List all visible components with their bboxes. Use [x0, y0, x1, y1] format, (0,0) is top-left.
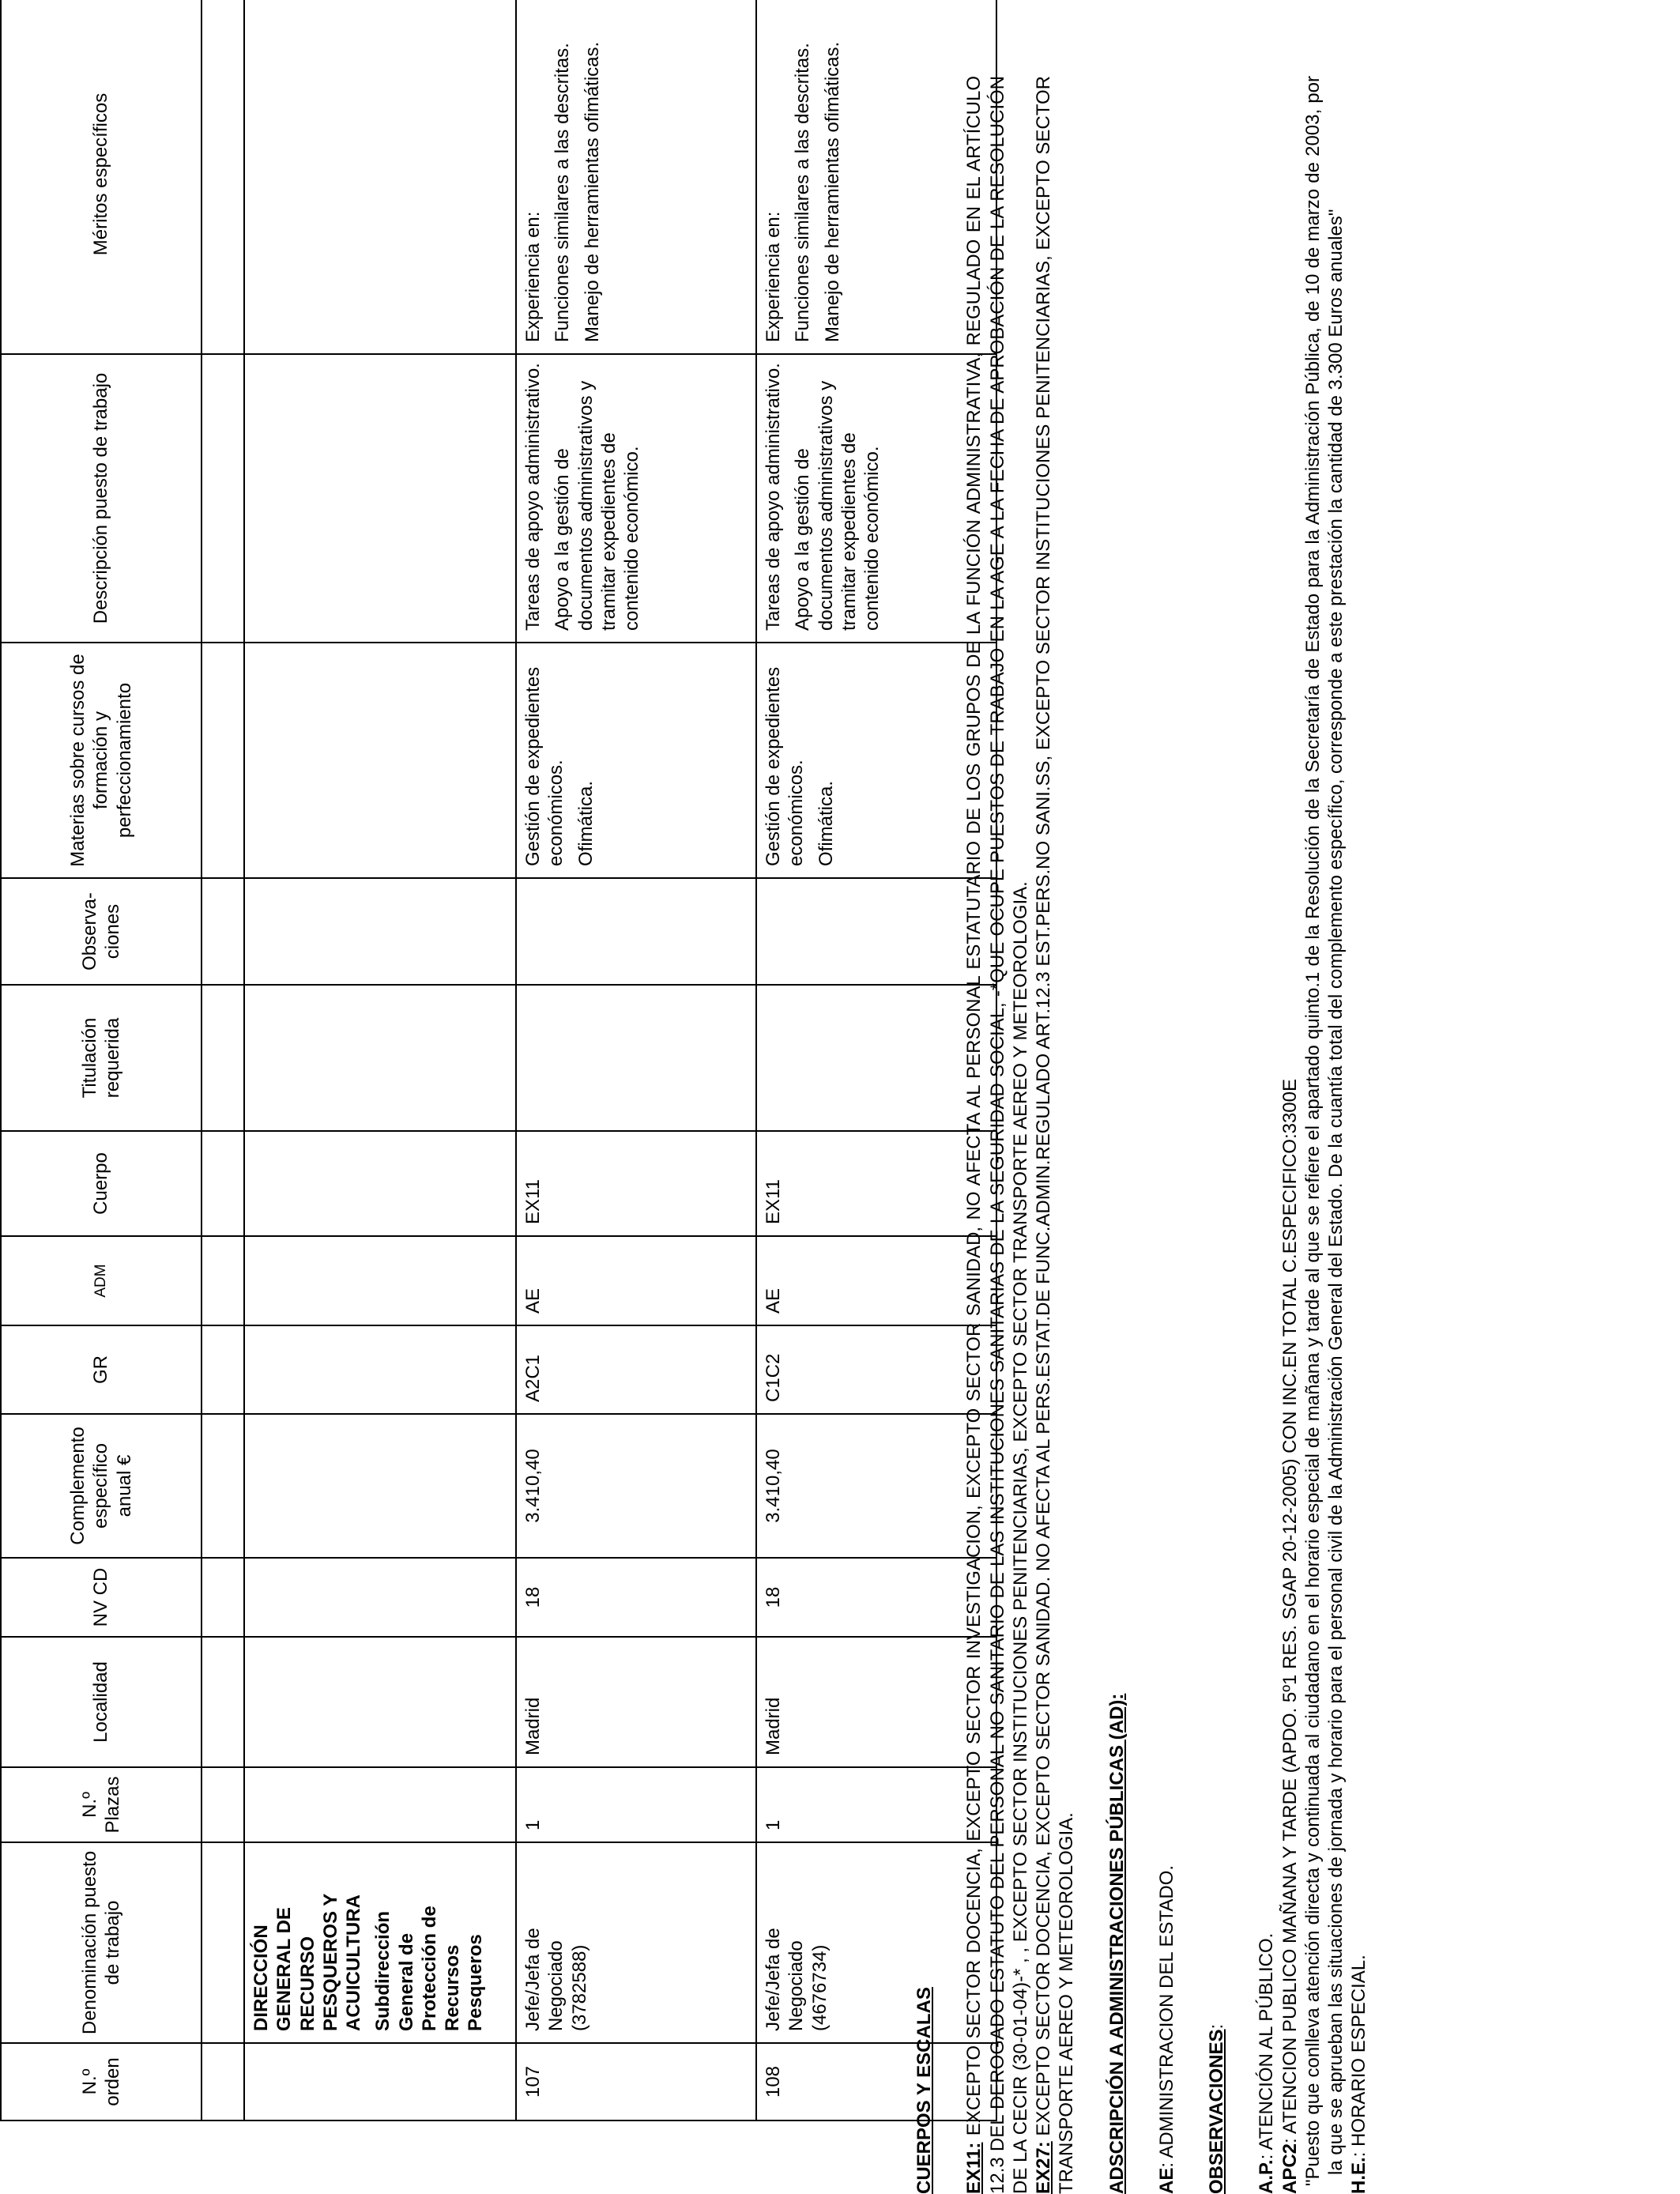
ae-text: : ADMINISTRACION DEL ESTADO. [1155, 1864, 1177, 2168]
descripcion-line: Tareas de apoyo administrativo. [522, 363, 544, 631]
cell-orden: 107 [516, 2043, 756, 2120]
header-cuerpo: Cuerpo [1, 1131, 202, 1236]
header-adm: ADM [1, 1236, 202, 1325]
adscripcion-heading: ADSCRIPCIÓN A ADMINISTRACIONES PÚBLICAS (AD): [1106, 1693, 1128, 2194]
ap-text: : ATENCIÓN AL PÚBLICO. [1256, 1932, 1278, 2160]
ae-label: AE [1155, 2167, 1177, 2194]
meritos-line: Experiencia en: [522, 211, 544, 342]
descripcion-line: Tareas de apoyo administrativo. [763, 363, 784, 631]
header-observaciones: Observa- ciones [1, 878, 202, 985]
cell-descripcion [516, 354, 756, 643]
apc2-quote: "Puesto que conlleva atención directa y continuada al ciudadano en el horario especial de mañana y tarde al que se refiere el apartado quinto.1 de la Resolución de la Secretaría de Estado para la Administración Pública, de 10 de marzo de 2003, por la que se aprueban las situaciones de jornada y horario para el personal civil de la Administración General del Estado. De la cuantía total del complemento específico, corresponde a este prestación la cantidad de 3.300 Euros anuales" [1301, 76, 1347, 2186]
cell-materias [516, 643, 756, 878]
cell-titulacion [516, 985, 756, 1131]
ex11-text: EXCEPTO SECTOR DOCENCIA, EXCEPTO SECTOR INVESTIGACION, EXCEPTO SECTOR SANIDAD, NO AFECTA AL PERSONAL ESTATUTARIO DE LOS GRUPOS DE LA FUNCIÓN ADMINISTRATIVA, REGULADO EN EL ARTÍCULO 12.3 DEL DEROGADO ESTATUTO DEL PERSONAL NO SANITARIO DE LAS INSTITUCIONES SANITARIAS DE LA SEGURIDAD SOCIAL, -*QUE OCUPE PUESTOS DE TRABAJO EN LA AGE A LA FECHA DE APROBACIÓN DE LA RESOLUCIÓN DE LA CECIR (30-01-04)-* , , EXCEPTO SECTOR INSTITUCIONES PENITENCIARIAS, EXCEPTO SECTOR TRANSPORTE AEREO Y METEOROLOGIA. [963, 76, 1031, 2194]
cell-nivel: 18 [756, 1558, 996, 1637]
observaciones-heading: OBSERVACIONES [1206, 2029, 1228, 2194]
ex11-label: EX11: [963, 2142, 985, 2194]
meritos-line: Funciones similares a las descritas. [552, 43, 574, 342]
cuerpos-heading: CUERPOS Y ESCALAS [913, 1987, 935, 2194]
ap-label: A.P. [1256, 2159, 1278, 2194]
materias-line: Ofimática. [815, 780, 837, 866]
cell-grupo: C1C2 [756, 1325, 996, 1414]
cell-plazas: 1 [756, 1767, 996, 1842]
cell-adm: AE [516, 1236, 756, 1325]
ex27-note [1032, 76, 1079, 2194]
meritos-line: Manejo de herramientas ofimáticas. [581, 41, 603, 342]
ap-note [1255, 76, 1278, 2194]
cell-observaciones [516, 878, 756, 985]
header-localidad: Localidad [1, 1637, 202, 1767]
materias-line: Gestión de expedientes económicos. [522, 666, 567, 866]
apc2-note [1279, 76, 1301, 2194]
cell-nivel: 18 [516, 1558, 756, 1637]
cell-grupo: A2C1 [516, 1325, 756, 1414]
cell-complemento: 3.410,40 [516, 1414, 756, 1558]
cell-complemento: 3.410,40 [756, 1414, 996, 1558]
meritos-line: Funciones similares a las descritas. [792, 43, 814, 342]
he-text: : HORARIO ESPECIAL. [1348, 1955, 1370, 2158]
materias-line: Gestión de expedientes económicos. [763, 666, 808, 866]
ex27-text: EXCEPTO SECTOR DOCENCIA, EXCEPTO SECTOR SANIDAD. NO AFECTA AL PERS.ESTAT.DE FUNC.ADMIN.REGULADO ART.12.3 EST.PERS.NO SANI.SS, EXCEPTO SECTOR INSTITUCIONES PENITENCIARIAS, EXCEPTO SECTOR TRANSPORTE AEREO Y METEOROLOGIA. [1033, 76, 1078, 2194]
cell-plazas: 1 [516, 1767, 756, 1842]
header-nivel: NV CD [1, 1558, 202, 1637]
apc2-text: : ATENCION PUBLICO MAÑANA Y TARDE (APDO. 5º1 RES. SGAP 20-12-2005) CON INC.EN TOTAL C.ESPECIFICO:3300E [1279, 1078, 1301, 2143]
cell-meritos [516, 0, 756, 354]
descripcion-line: Apoyo a la gestión de documentos administrativos y tramitar expedientes de contenido económico. [792, 380, 883, 631]
header-plazas: N.º Plazas [1, 1767, 202, 1842]
header-materias: Materias sobre cursos de formación y perfeccionamiento [1, 643, 202, 878]
spacer-row [202, 0, 244, 2120]
he-label: H.E. [1348, 2157, 1370, 2194]
cell-localidad: Madrid [516, 1637, 756, 1767]
header-meritos: Méritos específicos [1, 0, 202, 354]
observaciones-colon: : [1206, 2023, 1228, 2030]
cell-denominacion: Jefe/Jefa de Negociado (4676734) [756, 1842, 996, 2043]
department-cell [244, 1842, 516, 2043]
meritos-line: Manejo de herramientas ofimáticas. [821, 41, 843, 342]
header-denominacion: Denominación puesto de trabajo [1, 1842, 202, 2043]
department-row [244, 0, 516, 2120]
table-row [516, 0, 756, 2120]
observaciones-heading-line [1205, 76, 1228, 2194]
ex11-note [962, 76, 1032, 2194]
header-complemento: Complemento específico anual € [1, 1414, 202, 1558]
apc2-label: APC2 [1279, 2143, 1301, 2194]
ae-note [1155, 76, 1178, 2194]
cell-orden: 108 [756, 2043, 996, 2120]
cell-denominacion: Jefe/Jefa de Negociado (3782588) [516, 1842, 756, 2043]
descripcion-line: Apoyo a la gestión de documentos administrativos y tramitar expedientes de contenido económico. [552, 380, 643, 631]
header-descripcion: Descripción puesto de trabajo [1, 354, 202, 643]
materias-line: Ofimática. [574, 780, 597, 866]
notes-section [913, 76, 1371, 2194]
cell-cuerpo: EX11 [756, 1131, 996, 1236]
cell-cuerpo: EX11 [516, 1131, 756, 1236]
subdireccion-general: Subdirección General de Protección de Recursos Pesqueros [372, 1906, 487, 2031]
header-orden: N.º orden [1, 2043, 202, 2120]
he-note [1347, 76, 1370, 2194]
header-titulacion: Titulación requerida [1, 985, 202, 1131]
cell-localidad: Madrid [756, 1637, 996, 1767]
header-row [1, 0, 202, 2120]
header-grupo: GR [1, 1325, 202, 1414]
direccion-general: DIRECCIÓN GENERAL DE RECURSO PESQUEROS Y ACUICULTURA [250, 1894, 365, 2031]
cell-adm: AE [756, 1236, 996, 1325]
meritos-line: Experiencia en: [763, 211, 784, 342]
ex27-label: EX27: [1033, 2141, 1055, 2194]
